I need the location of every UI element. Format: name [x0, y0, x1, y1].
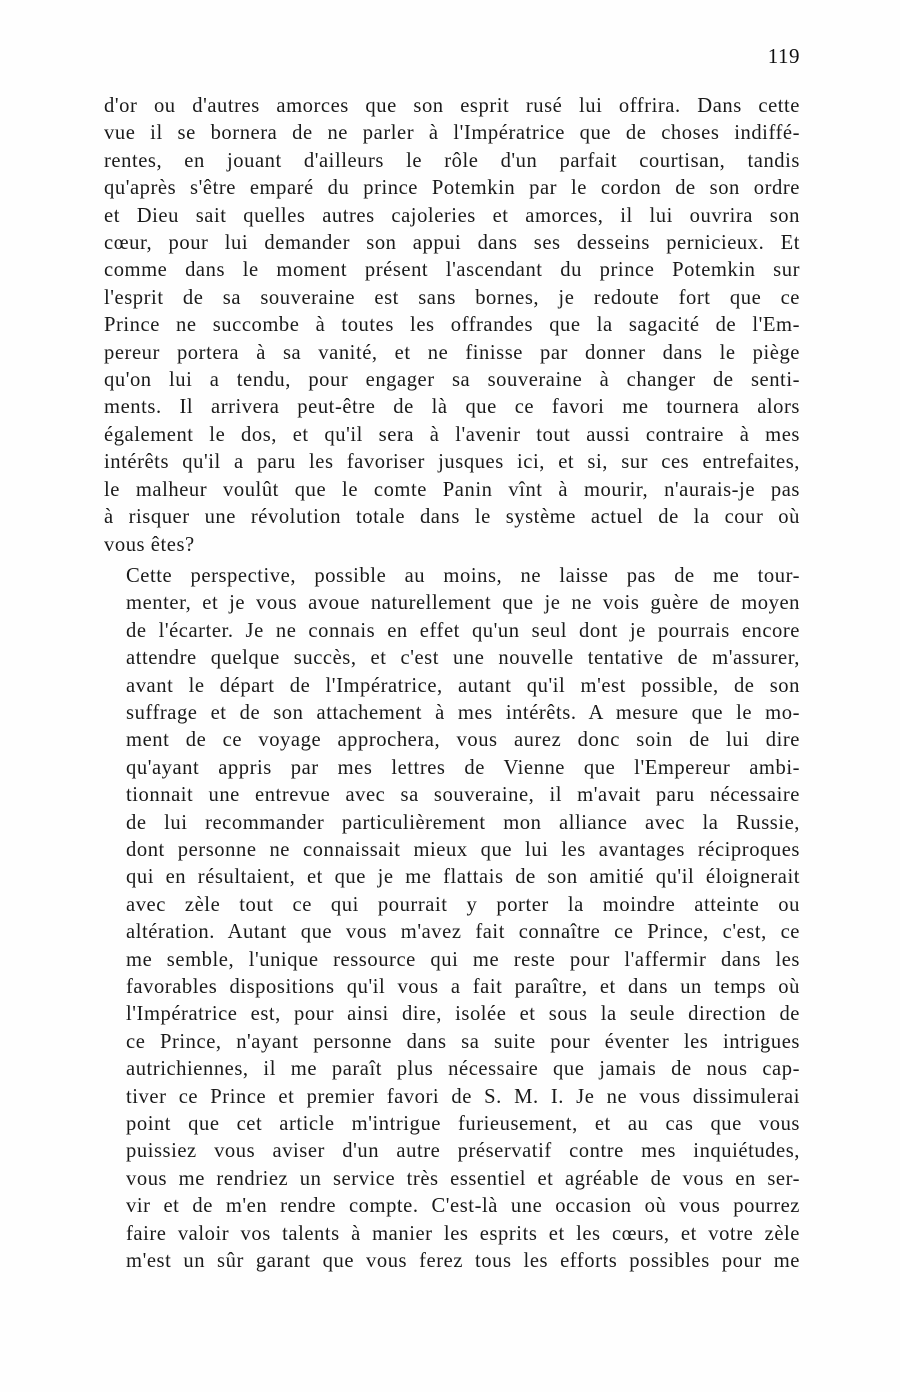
text-line: pereur portera à sa vanité, et ne finisse par donner dans le piège [104, 341, 800, 364]
text-line: intérêts qu'il a paru les favoriser jusques ici, et si, sur ces entrefaites, [104, 451, 800, 474]
text-line: à risquer une révolution totale dans le système actuel de la cour où [104, 506, 800, 529]
text-line: attendre quelque succès, et c'est une nouvelle tentative de m'assurer, [126, 647, 800, 670]
text-line: le malheur voulût que le comte Panin vînt à mourir, n'aurais-je pas [104, 478, 800, 501]
text-line: avant le départ de l'Impératrice, autant qu'il m'est possible, de son [126, 674, 800, 697]
text-line: vous êtes? [104, 533, 195, 556]
text-line: d'or ou d'autres amorces que son esprit rusé lui offrira. Dans cette [104, 95, 800, 117]
text-line: ment de ce voyage approchera, vous aurez donc soin de lui dire [126, 729, 800, 752]
paragraph-1 [104, 93, 800, 559]
text-line: autrichiennes, il me paraît plus nécessaire que jamais de nous cap- [126, 1058, 800, 1081]
text-line: puissiez vous aviser d'un autre préservatif contre mes inquiétudes, [126, 1140, 800, 1163]
text-line: qu'après s'être emparé du prince Potemkin par le cordon de son ordre [104, 177, 800, 200]
text-line: suffrage et de son attachement à mes intérêts. A mesure que le mo- [126, 701, 800, 724]
text-line: également le dos, et qu'il sera à l'avenir tout aussi contraire à mes [104, 423, 800, 446]
text-line: tionnait une entrevue avec sa souveraine, il m'avait paru nécessaire [126, 784, 800, 807]
text-line: comme dans le moment présent l'ascendant du prince Potemkin sur [104, 259, 800, 282]
text-line: rentes, en jouant d'ailleurs le rôle d'un parfait courtisan, tandis [104, 149, 800, 172]
page-number: 119 [767, 44, 800, 68]
text-line: Cette perspective, possible au moins, ne laisse pas de me tour- [126, 564, 800, 587]
text-line: avec zèle tout ce qui pourrait y porter la moindre atteinte ou [126, 893, 800, 916]
text-line: ments. Il arrivera peut-être de là que ce favori me tournera alors [104, 396, 800, 419]
text-line: me semble, l'unique ressource qui me reste pour l'affermir dans les [126, 948, 800, 971]
text-line: et Dieu sait quelles autres cajoleries et amorces, il lui ouvrira son [104, 204, 800, 227]
text-line: l'Impératrice est, pour ainsi dire, isolée et sous la seule direction de [126, 1003, 800, 1026]
text-line: vir et de m'en rendre compte. C'est-là une occasion où vous pourrez [126, 1195, 800, 1218]
body-text [104, 93, 800, 1275]
text-line: point que cet article m'intrigue furieusement, et au cas que vous [126, 1113, 800, 1136]
text-line: de l'écarter. Je ne connais en effet qu'un seul dont je pourrais encore [126, 619, 800, 642]
text-line: tiver ce Prince et premier favori de S. M. I. Je ne vous dissimulerai [126, 1085, 800, 1108]
text-line: m'est un sûr garant que vous ferez tous les efforts possibles pour me [126, 1250, 800, 1273]
text-line: qu'on lui a tendu, pour engager sa souveraine à changer de senti- [104, 369, 800, 392]
text-line: qui en résultaient, et que je me flattais de son amitié qu'il éloignerait [126, 866, 800, 889]
text-line: vue il se bornera de ne parler à l'Impératrice que de choses indiffé- [104, 122, 800, 145]
text-line: cœur, pour lui demander son appui dans ses desseins pernicieux. Et [104, 232, 800, 255]
text-line: dont personne ne connaissait mieux que lui les avantages réciproques [126, 838, 800, 861]
text-line: Prince ne succombe à toutes les offrandes que la sagacité de l'Em- [104, 314, 800, 337]
text-line: vous me rendriez un service très essentiel et agréable de vous en ser- [126, 1167, 800, 1190]
text-line: qu'ayant appris par mes lettres de Vienne que l'Empereur ambi- [126, 756, 800, 779]
text-line: altération. Autant que vous m'avez fait connaître ce Prince, c'est, ce [126, 921, 800, 944]
paragraph-2 [104, 563, 800, 1276]
text-line: faire valoir vos talents à manier les esprits et les cœurs, et votre zèle [126, 1222, 800, 1245]
text-line: favorables dispositions qu'il vous a fait paraître, et dans un temps où [126, 976, 800, 998]
text-line: l'esprit de sa souveraine est sans bornes, je redoute fort que ce [104, 286, 800, 309]
text-line: ce Prince, n'ayant personne dans sa suite pour éventer les intrigues [126, 1030, 800, 1053]
text-line: menter, et je vous avoue naturellement que je ne vois guère de moyen [126, 592, 800, 615]
text-line: de lui recommander particulièrement mon alliance avec la Russie, [126, 811, 800, 834]
